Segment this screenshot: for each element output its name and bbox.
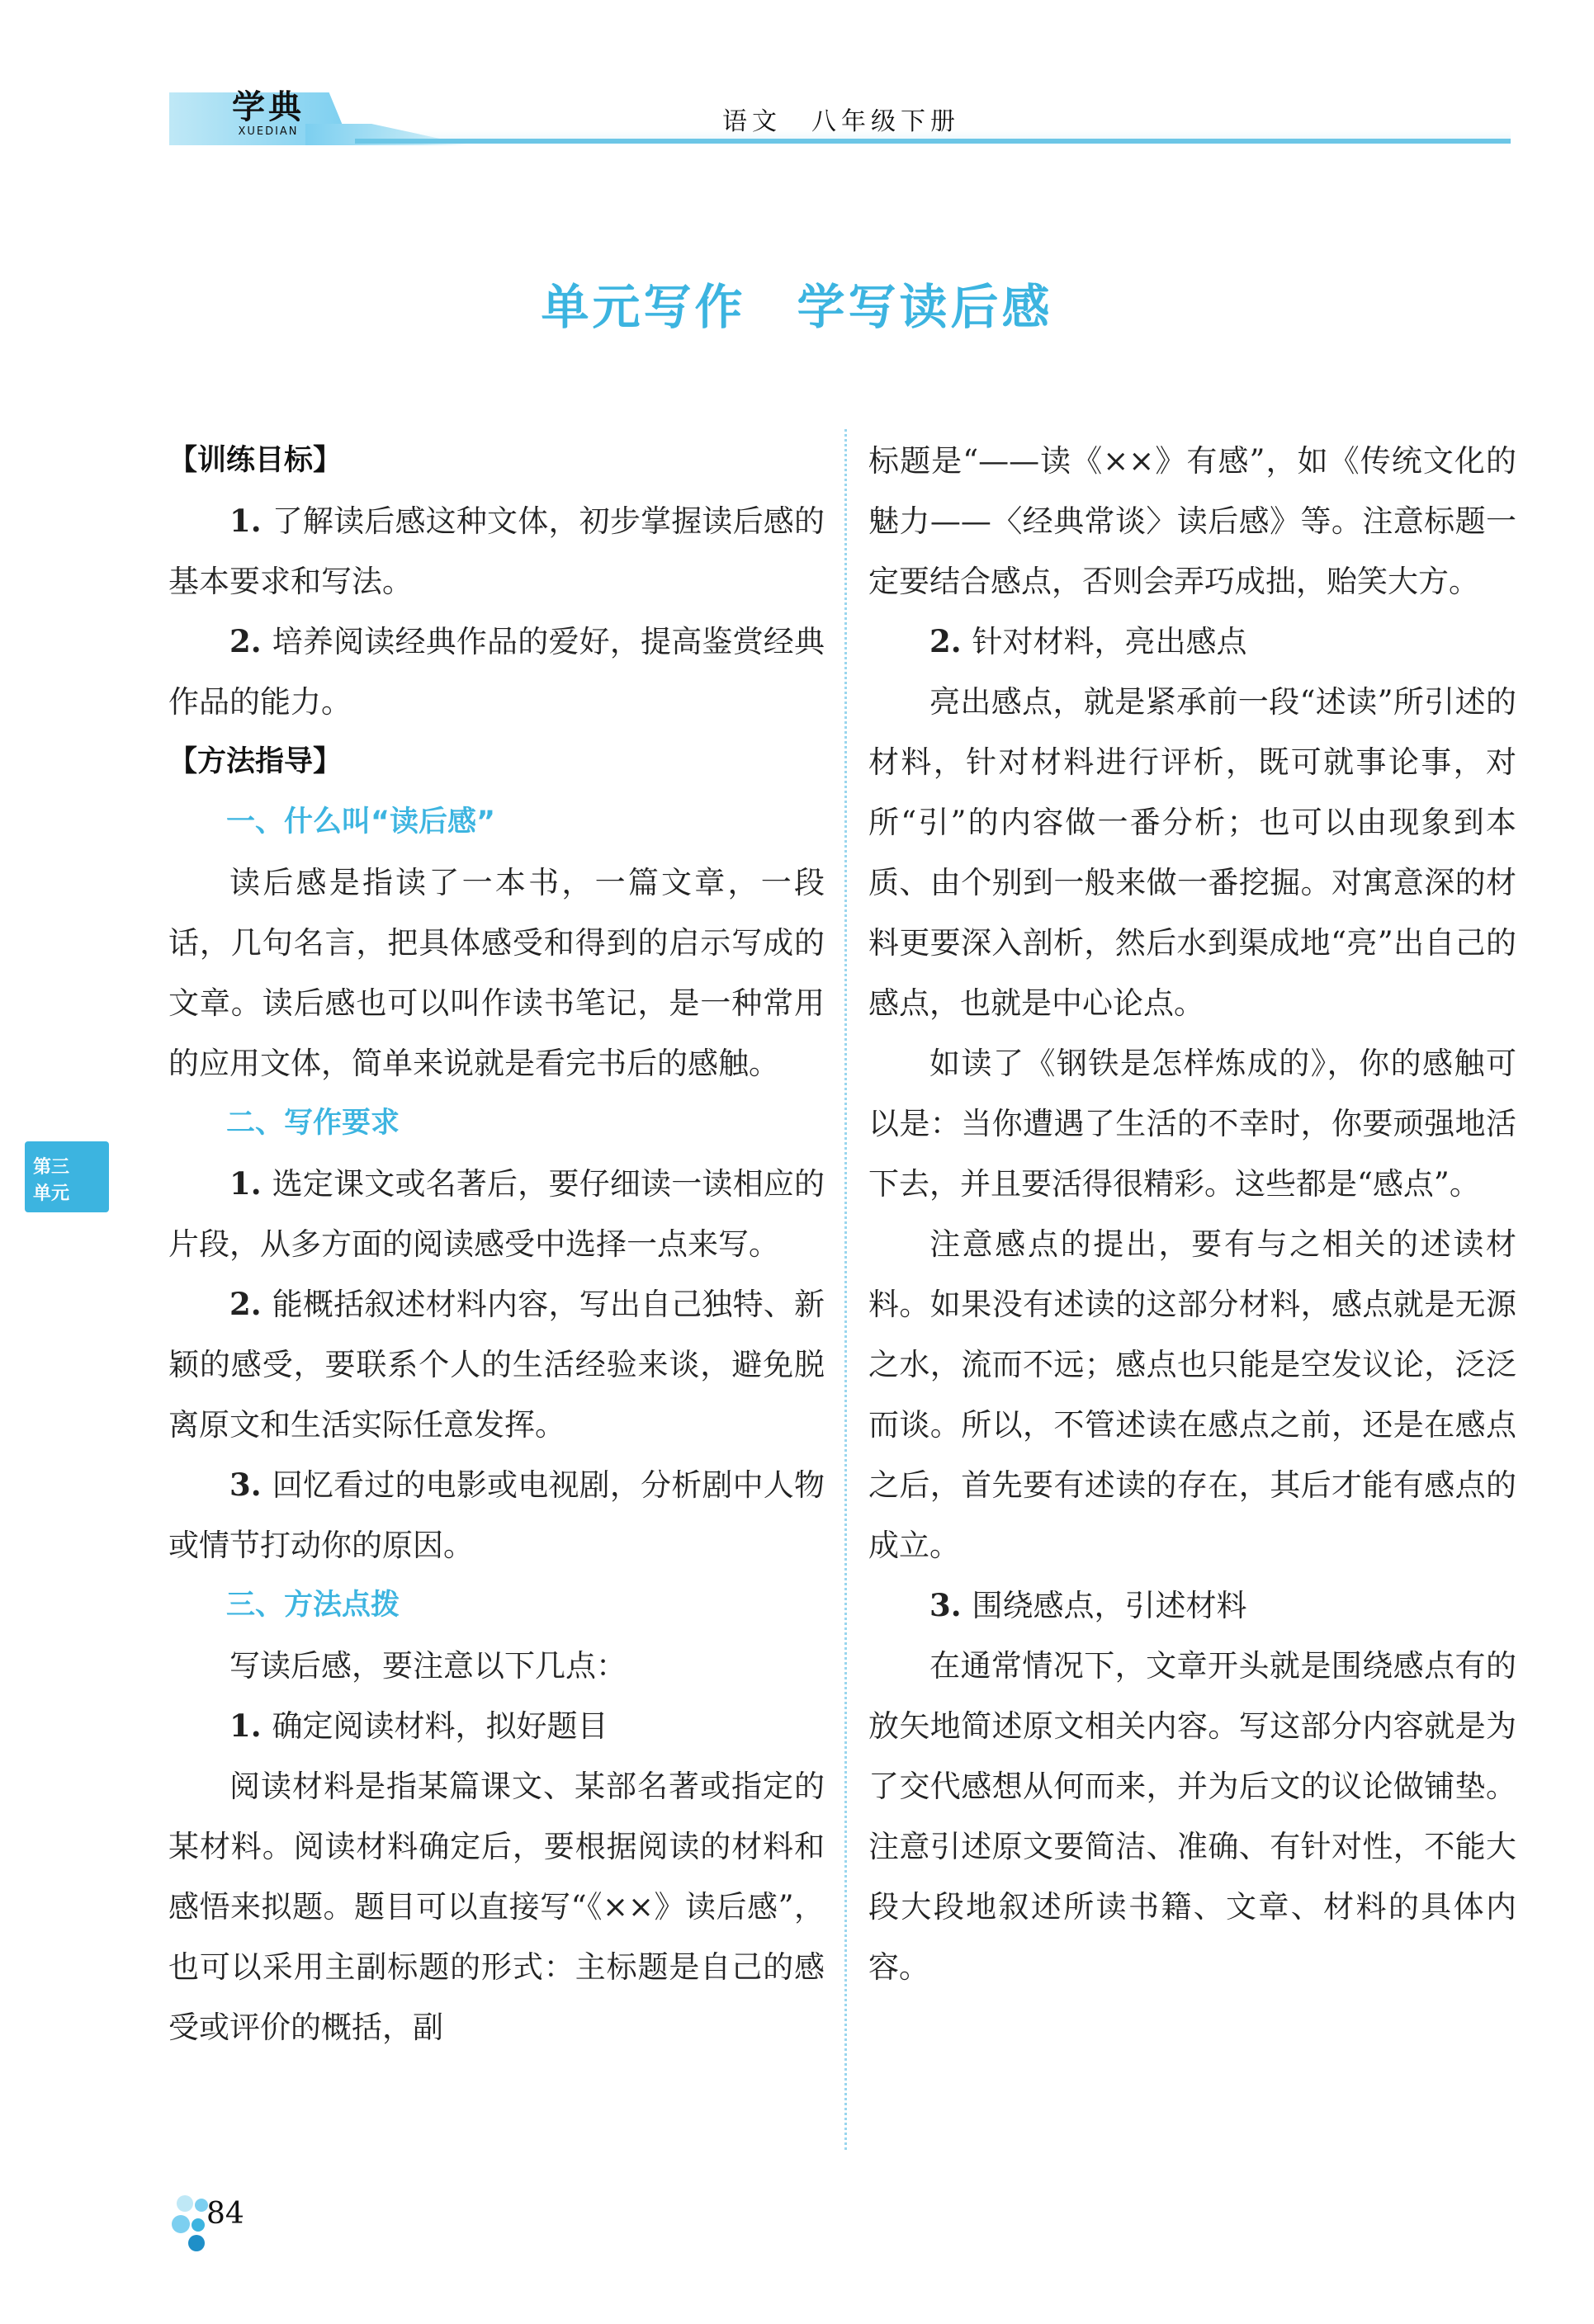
- paragraph-text: 写读后感，要注意以下几点：: [229, 1648, 627, 1684]
- item-number: 3.: [929, 1587, 972, 1623]
- brand-name: 学典: [232, 87, 305, 126]
- left-paragraph: [168, 1094, 825, 1154]
- left-paragraph: [168, 1696, 825, 1756]
- right-paragraph: [868, 612, 1516, 672]
- item-number: 1.: [229, 503, 272, 539]
- side-tab-line-1: 第三: [33, 1157, 70, 1178]
- paragraph-text: 亮出感点，就是紧承前一段“述读”所引述的材料，针对材料进行评析，既可就事论事，对所“引”的内容做一番分析；也可以由现象到本质、由个别到一般来做一番挖掘。对寓意深的材料更要深入剖析，然后水到渠成地“亮”出自己的感点，也就是中心论点。: [868, 684, 1516, 1021]
- paragraph-text: 了解读后感这种文体，初步掌握读后感的基本要求和写法。: [168, 503, 825, 599]
- item-number: 2.: [929, 623, 972, 659]
- item-number: 3.: [229, 1467, 272, 1503]
- paragraph-text: 回忆看过的电影或电视剧，分析剧中人物或情节打动你的原因。: [168, 1467, 825, 1563]
- paragraph-text: 围绕感点，引述材料: [972, 1588, 1247, 1623]
- left-paragraph: [168, 1154, 825, 1274]
- left-paragraph: [168, 732, 825, 792]
- left-column: [168, 431, 825, 2057]
- brand-logo: [219, 89, 318, 138]
- paragraph-text: 在通常情况下，文章开头就是围绕感点有的放矢地简述原文相关内容。写这部分内容就是为了交代感想从何而来，并为后文的议论做铺垫。注意引述原文要简洁、准确、有针对性，不能大段大段地叙述所读书籍、文章、材料的具体内容。: [868, 1648, 1516, 1985]
- item-number: 2.: [229, 1286, 272, 1322]
- right-paragraph: [868, 1033, 1516, 1214]
- left-paragraph: [168, 792, 825, 853]
- paragraph-text: 【方法指导】: [168, 745, 343, 778]
- left-paragraph: [168, 491, 825, 612]
- item-number: 2.: [229, 623, 272, 659]
- item-number: 1.: [229, 1708, 272, 1744]
- right-paragraph: [868, 431, 1516, 612]
- left-paragraph: [168, 612, 825, 732]
- right-paragraph: [868, 1636, 1516, 1997]
- unit-side-tab: [25, 1141, 109, 1212]
- left-paragraph: [168, 1756, 825, 2057]
- header-rule: [355, 139, 1511, 144]
- left-paragraph: [168, 1636, 825, 1696]
- item-number: 1.: [229, 1165, 272, 1202]
- book-title: 语文 八年级下册: [722, 107, 960, 136]
- paragraph-text: 注意感点的提出，要有与之相关的述读材料。如果没有述读的这部分材料，感点就是无源之水，流而不远；感点也只能是空发议论，泛泛而谈。所以，不管述读在感点之前，还是在感点之后，首先要有述读的存在，其后才能有感点的成立。: [868, 1226, 1516, 1563]
- right-column: [868, 431, 1516, 1997]
- right-paragraph: [868, 1575, 1516, 1636]
- paragraph-text: 能概括叙述材料内容，写出自己独特、新颖的感受，要联系个人的生活经验来谈，避免脱离原文和生活实际任意发挥。: [168, 1287, 825, 1443]
- left-paragraph: [168, 1575, 825, 1636]
- page-title: 单元写作 学写读后感: [541, 279, 1053, 335]
- left-paragraph: [168, 431, 825, 491]
- paragraph-text: 确定阅读材料，拟好题目: [272, 1708, 608, 1744]
- right-paragraph: [868, 672, 1516, 1033]
- right-paragraph: [868, 1214, 1516, 1575]
- paragraph-text: 【训练目标】: [168, 444, 343, 477]
- paragraph-text: 如读了《钢铁是怎样炼成的》，你的感触可以是：当你遭遇了生活的不幸时，你要顽强地活下去，并且要活得很精彩。这些都是“感点”。: [868, 1046, 1516, 1202]
- column-divider: [844, 429, 847, 2150]
- left-paragraph: [168, 1274, 825, 1455]
- paragraph-text: 三、方法点拨: [226, 1589, 400, 1622]
- paragraph-text: 二、写作要求: [226, 1107, 400, 1140]
- page-number: 84: [206, 2197, 244, 2231]
- left-paragraph: [168, 1455, 825, 1575]
- side-tab-line-2: 单元: [33, 1183, 70, 1204]
- paragraph-text: 选定课文或名著后，要仔细读一读相应的片段，从多方面的阅读感受中选择一点来写。: [168, 1166, 825, 1262]
- paragraph-text: 读后感是指读了一本书，一篇文章，一段话，几句名言，把具体感受和得到的启示写成的文章。读后感也可以叫作读书笔记，是一种常用的应用文体，简单来说就是看完书后的感触。: [168, 865, 825, 1081]
- paragraph-text: 阅读材料是指某篇课文、某部名著或指定的某材料。阅读材料确定后，要根据阅读的材料和感悟来拟题。题目可以直接写“《××》读后感”，也可以采用主副标题的形式：主标题是自己的感受或评价的概括，副: [168, 1769, 825, 2045]
- paragraph-text: 针对材料，亮出感点: [972, 624, 1247, 659]
- left-paragraph: [168, 853, 825, 1094]
- paragraph-text: 培养阅读经典作品的爱好，提高鉴赏经典作品的能力。: [168, 624, 825, 720]
- paragraph-text: 一、什么叫“读后感”: [226, 805, 496, 838]
- brand-name-en: XUEDIAN: [238, 125, 299, 138]
- paragraph-text: 标题是“——读《××》有感”，如《传统文化的魅力——〈经典常谈〉读后感》等。注意标题一定要结合感点，否则会弄巧成拙，贻笑大方。: [868, 443, 1516, 599]
